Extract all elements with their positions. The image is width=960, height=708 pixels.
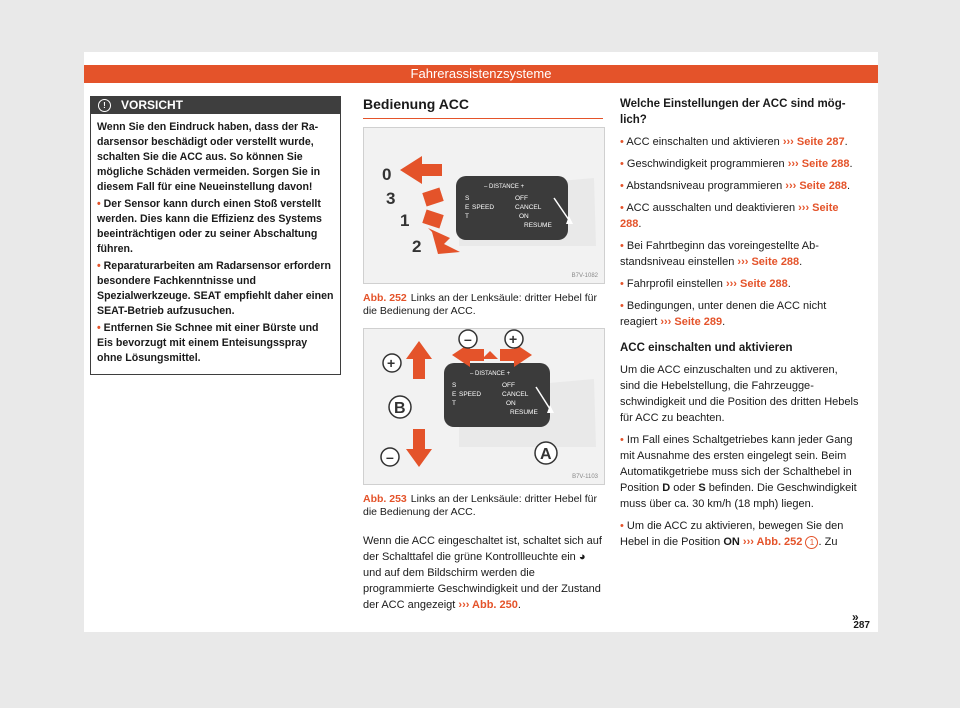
marker-1: 1 [400, 211, 410, 230]
svg-text:OFF: OFF [515, 195, 528, 202]
warning-intro: Wenn Sie den Eindruck haben, dass der Radarsensor beschädigt oder verstellt wurde, schalten Sie die ACC aus. So können Sie mögliche Schäden vermeiden. Sorgen Sie in diesem Fall für eine Neueinstellung davon! [97, 121, 321, 193]
marker-0: 0 [382, 165, 392, 184]
marker-2: 2 [412, 237, 422, 256]
acc-indicator-paragraph: Wenn die ACC eingeschaltet ist, schaltet sich auf der Schalttafel die grüne Kontrollleuchte ein ◕ und auf dem Bildschirm werden die programmierte Geschwindigkeit und der Zustand der ACC angezeigt ››› Abb. 250. [363, 535, 602, 611]
svg-text:RESUME: RESUME [524, 222, 552, 229]
list-item: • Fahrprofil einstellen ››› Seite 288. [620, 278, 791, 290]
list-item: • ACC ausschalten und deaktivieren ››› Seite 288. [620, 202, 839, 230]
svg-text:S: S [452, 382, 457, 389]
svg-text:+: + [387, 355, 396, 371]
warning-bullet: • Entfernen Sie Schnee mit einer Bürste und Eis bevorzugt mit einem Enteisungsspray ohne Lösungsmittel. [97, 322, 319, 364]
svg-text:ON: ON [519, 213, 529, 220]
list-item: • Im Fall eines Schaltgetriebes kann jeder Gang mit Ausnahme des ersten eingelegt sein. Beim Automatikgetriebe muss sich der Schalthebel in Position D oder S befinden. Die Geschwindigkeit muss über ca. 30 km/h (18 mph) liegen. [620, 434, 857, 510]
svg-text:B: B [394, 400, 406, 417]
warning-bullet: • Der Sensor kann durch einen Stoß verstellt werden. Dies kann die Effizienz des Systems beeinträchtigen oder zu seiner Abschaltung führen. [97, 198, 322, 255]
settings-heading: Welche Einstellungen der ACC sind möglich? [620, 98, 846, 126]
warning-bullet: • Reparaturarbeiten am Radarsensor erfordern besondere Fachkenntnisse und Spezialwerkzeuge. SEAT empfiehlt daher einen SEAT-Betrieb aufzusuchen. [97, 260, 334, 317]
warning-body [90, 114, 341, 375]
list-item: • Bei Fahrtbeginn das voreingestellte Abstandsniveau einstellen ››› Seite 288. [620, 240, 819, 268]
svg-text:A: A [540, 446, 552, 463]
svg-text:S: S [465, 195, 470, 202]
caution-icon: ! [98, 99, 111, 112]
callout-number: 1 [805, 536, 818, 549]
figure-code: B7V-1082 [571, 273, 598, 279]
list-item: • ACC einschalten und aktivieren ››› Seite 287. [620, 136, 848, 148]
manual-page [84, 52, 878, 632]
section-title: Bedienung ACC [363, 96, 603, 119]
reference-link[interactable]: ››› Abb. 250 [458, 599, 518, 611]
svg-text:E: E [452, 391, 457, 398]
svg-text:RESUME: RESUME [510, 409, 538, 416]
settings-column [620, 96, 860, 556]
list-item: • Bedingungen, unter denen die ACC nicht reagiert ››› Seite 289. [620, 300, 827, 328]
svg-text:ON: ON [506, 400, 516, 407]
on-symbol: ON [723, 536, 740, 548]
svg-text:–: – [386, 449, 394, 465]
svg-text:CANCEL: CANCEL [502, 391, 529, 398]
lever-distance-label: – DISTANCE + [484, 184, 525, 190]
svg-text:OFF: OFF [502, 382, 515, 389]
svg-text:SPEED: SPEED [459, 391, 482, 398]
svg-text:CANCEL: CANCEL [515, 204, 542, 211]
svg-text:T: T [452, 400, 456, 407]
figure-252 [363, 127, 605, 284]
svg-text:T: T [465, 213, 469, 220]
warning-box [90, 96, 341, 375]
warning-label: VORSICHT [121, 98, 184, 112]
figure-code: B7V-1103 [572, 474, 598, 480]
figure-252-caption: Abb. 252 Links an der Lenksäule: dritter Hebel für die Bedienung der ACC. [363, 292, 597, 317]
list-item: • Um die ACC zu aktivieren, bewegen Sie den Hebel in die Position ON ››› Abb. 252 1 . Zu [620, 520, 844, 548]
figure-253-caption: Abb. 253 Links an der Lenksäule: dritter Hebel für die Bedienung der ACC. [363, 493, 597, 518]
svg-text:–: – [464, 331, 472, 347]
figure-253 [363, 328, 605, 485]
subheading: ACC einschalten und aktivieren [620, 342, 793, 354]
list-item: • Abstandsniveau programmieren ››› Seite 288. [620, 180, 851, 192]
svg-text:E: E [465, 204, 470, 211]
svg-text:SPEED: SPEED [472, 204, 495, 211]
marker-3: 3 [386, 189, 396, 208]
figures-column [363, 96, 603, 613]
continue-mark: » [852, 610, 859, 624]
page-number: 287 [853, 620, 870, 631]
acc-lamp-icon: ◕ [578, 551, 586, 563]
svg-text:– DISTANCE +: – DISTANCE + [470, 371, 511, 377]
paragraph: Um die ACC einzuschalten und zu aktiveren, sind die Hebelstellung, die Fahrzeuggeschwindigkeit und die Position des dritten Hebels für ACC zu beachten. [620, 364, 859, 424]
list-item: • Geschwindigkeit programmieren ››› Seite 288. [620, 158, 853, 170]
svg-text:+: + [509, 331, 518, 347]
warning-header [90, 96, 341, 114]
chapter-header: Fahrerassistenzsysteme [84, 65, 878, 83]
